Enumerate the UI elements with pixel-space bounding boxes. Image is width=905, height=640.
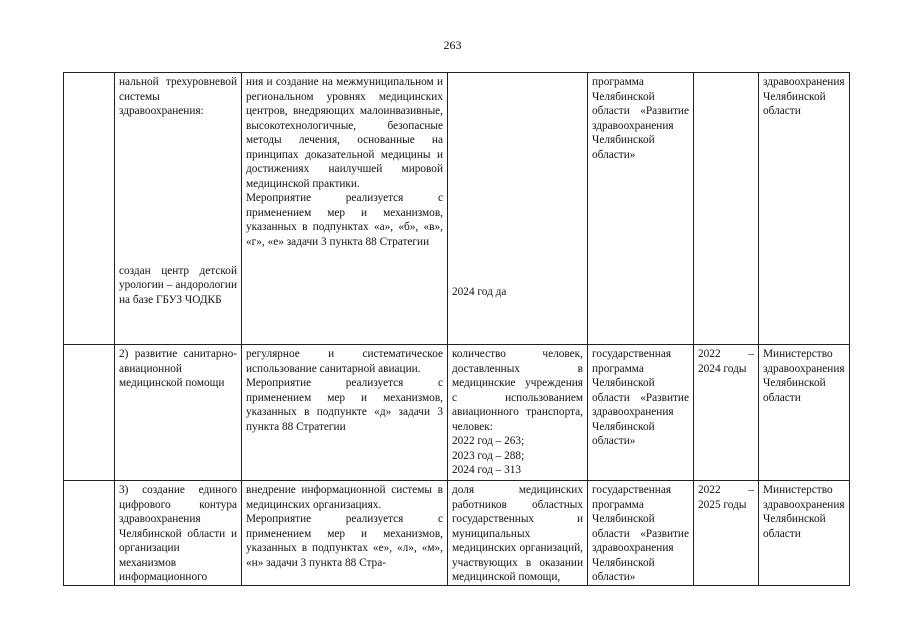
- measure-cell: [242, 481, 448, 586]
- program-cell: [588, 481, 694, 586]
- responsible-text: Министерство здравоохранения Челябинской области: [763, 484, 845, 540]
- number-cell: [64, 73, 115, 345]
- period-cell: [694, 481, 759, 586]
- period-cell: [694, 73, 759, 345]
- indicator-cell: [448, 345, 588, 481]
- page-number: 263: [443, 38, 462, 52]
- measure-cell: [242, 345, 448, 481]
- program-text: государственная программа Челябинской области «Развитие здравоохранения Челябинской области»: [592, 348, 689, 447]
- responsible-text: Министерство здравоохранения Челябинской области: [763, 348, 845, 404]
- measure-text: ния и создание на межмуниципальном и региональном уровнях медицинских центров, внедряющих малоинвазивные, высокотехнологичные, безопасные методы лечения, основанные на принципах доказательной медицины и достижениях наилучшей мировой медицинской практики.: [246, 76, 443, 190]
- task-text: нальной трехуровневой системы здравоохранения:: [119, 76, 237, 117]
- measure-text: регулярное и систематическое использование санитарной авиации.: [246, 348, 443, 375]
- task-cell: [115, 73, 242, 345]
- period-text: 2022 – 2024 годы: [698, 348, 754, 375]
- responsible-cell: [759, 73, 850, 345]
- measure-note: Мероприятие реализуется с применением мер и механизмов, указанных в подпунктах «е», «л», «м», «н» задачи 3 пункта 88 Стра-: [246, 513, 443, 569]
- indicator-cell: [448, 481, 588, 586]
- responsible-cell: [759, 345, 850, 481]
- indicator-text: доля медицинских работников областных государственных и муниципальных медицинских организаций, участвующих в оказании медицинской помощи,: [452, 484, 583, 583]
- measure-text: внедрение информационной системы в медицинских организациях.: [246, 484, 443, 511]
- indicator-text: 2024 год да: [452, 286, 507, 298]
- program-cell: [588, 73, 694, 345]
- measure-cell: [242, 73, 448, 345]
- period-text: 2022 – 2025 годы: [698, 484, 754, 511]
- indicator-text: количество человек, доставленных в медицинские учреждения с использованием авиационного транспорта, человек:: [452, 348, 583, 433]
- strategy-table: [63, 72, 850, 586]
- number-cell: [64, 481, 115, 586]
- measure-note: Мероприятие реализуется с применением мер и механизмов, указанных в подпунктах «а», «б», «в», «г», «е» задачи 3 пункта 88 Стратегии: [246, 192, 443, 248]
- responsible-cell: [759, 481, 850, 586]
- task-text: 2) развитие санитарно-авиационной медицинской помощи: [119, 348, 237, 389]
- indicator-line: 2022 год – 263;: [452, 435, 525, 447]
- table-row: [64, 345, 850, 481]
- task-cell: [115, 481, 242, 586]
- measure-note: Мероприятие реализуется с применением мер и механизмов, указанных в подпункте «д» задачи 3 пункта 88 Стратегии: [246, 377, 443, 433]
- task-extra-text: создан центр детской урологии – андорологии на базе ГБУЗ ЧОДКБ: [119, 264, 237, 306]
- indicator-line: 2023 год – 288;: [452, 449, 525, 462]
- table-row: [64, 73, 850, 345]
- indicator-line: 2024 год – 313: [452, 464, 522, 476]
- program-text: программа Челябинской области «Развитие здравоохранения Челябинской области»: [592, 76, 689, 161]
- period-cell: [694, 345, 759, 481]
- task-text: 3) создание единого цифрового контура здравоохранения Челябинской области и организации механизмов информационного: [119, 484, 237, 583]
- table-row: [64, 481, 850, 586]
- responsible-text: здравоохранения Челябинской области: [763, 76, 845, 117]
- number-cell: [64, 345, 115, 481]
- indicator-cell: [448, 73, 588, 345]
- program-text: государственная программа Челябинской области «Развитие здравоохранения Челябинской области»: [592, 484, 689, 583]
- task-cell: [115, 345, 242, 481]
- program-cell: [588, 345, 694, 481]
